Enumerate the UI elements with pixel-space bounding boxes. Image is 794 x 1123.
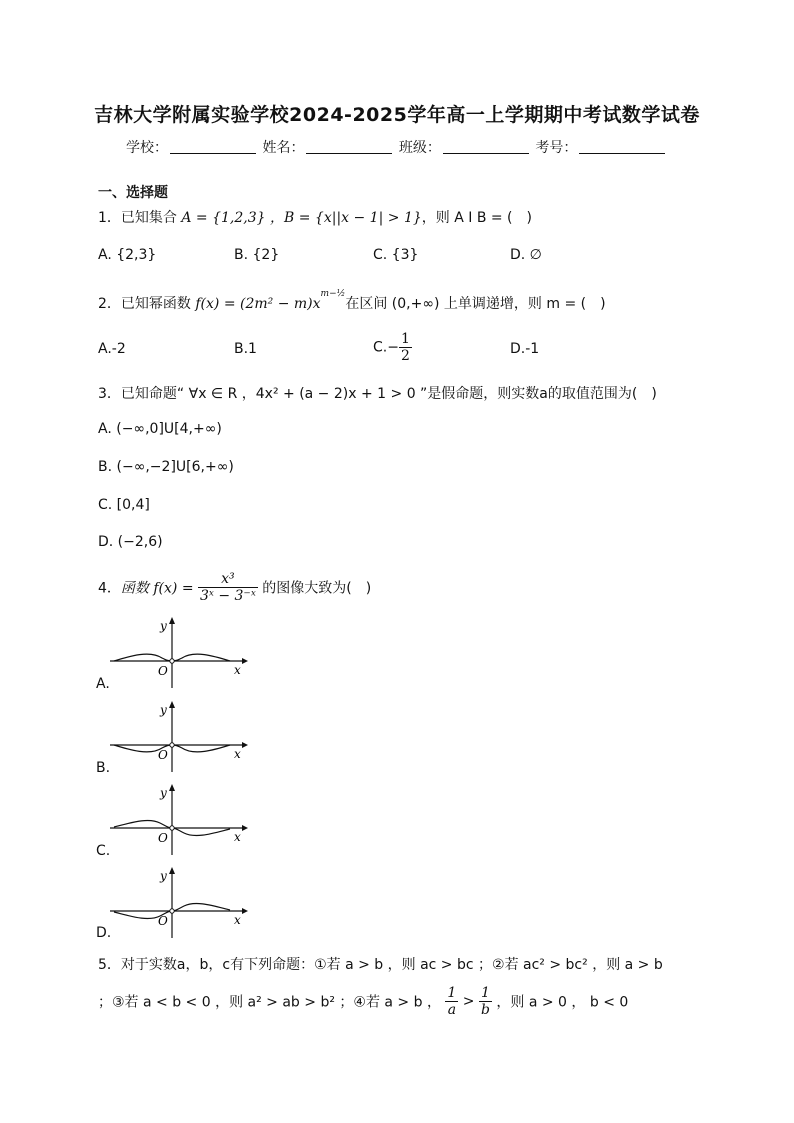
question-1-stem: 1．已知集合 A = {1,2,3} ，B = {x||x − 1| > 1}，则 A I B = ( ) [98, 210, 532, 226]
question-2-option-a: A.-2 [98, 341, 126, 357]
page-title: 吉林大学附属实验学校2024-2025学年高一上学期期中考试数学试卷 [94, 104, 700, 126]
question-2-option-b: B.1 [234, 341, 257, 357]
question-4-option-a: A. [96, 676, 110, 692]
name-blank[interactable] [306, 139, 392, 154]
graph-b [110, 700, 250, 772]
name-label: 姓名： [262, 140, 305, 156]
graph-a [110, 616, 250, 688]
question-5-line-1: 5．对于实数a，b，c有下列命题：①若 a > b ，则 ac > bc ；②若 ac² > bc² ，则 a > b [98, 957, 663, 973]
question-1-option-b: B. {2} [234, 247, 280, 263]
class-blank[interactable] [443, 139, 529, 154]
svg-text:O: O [158, 831, 168, 845]
question-2-stem: 2．已知幂函数 $f(x) = (2m^2 - m)x^{m-\frac{1}{2}}$在区间 (0,+∞) 上单调递增，则 m = ( ) [98, 289, 606, 312]
question-2-option-c: C.− $\frac{1}{2}$ [373, 331, 410, 364]
student-info-line [126, 137, 667, 157]
question-3-option-c: C. [0,4] [98, 497, 150, 513]
svg-text:y: y [160, 786, 167, 800]
svg-text:y: y [160, 703, 167, 717]
question-1-option-c: C. {3} [373, 247, 419, 263]
question-2-option-d: D.-1 [510, 341, 540, 357]
svg-text:O: O [158, 914, 168, 928]
svg-text:x: x [234, 830, 241, 844]
question-4-stem: 4．函数 f(x) = $\frac{\text{x³}}{\text{3ˣ − 3⁻ˣ}}$ 的图像大致为( ) [98, 571, 372, 604]
exam-number-label: 考号： [535, 140, 578, 156]
svg-text:y: y [160, 619, 167, 633]
question-5-line-2: ；③若 a < b < 0 ，则 a² > ab > b² ；④若 a > b ， $\frac{1}{a}$ > $\frac{1}{b}$ ，则 a > 0 ， b < 0 [98, 985, 629, 1018]
svg-text:x: x [234, 663, 241, 677]
question-3-stem: 3．已知命题“ ∀x ∈ R ，4x² + (a − 2)x + 1 > 0 ”是假命题，则实数a的取值范围为( ) [98, 386, 657, 402]
question-3-option-b: B. (−∞,−2]U[6,+∞) [98, 459, 234, 475]
section-heading: 一、选择题 [98, 185, 168, 201]
svg-text:x: x [234, 913, 241, 927]
question-4-option-d: D. [96, 925, 112, 941]
question-4-option-c: C. [96, 843, 111, 859]
graph-d [110, 866, 250, 938]
svg-text:O: O [158, 748, 168, 762]
svg-text:x: x [234, 747, 241, 761]
school-blank[interactable] [170, 139, 256, 154]
class-label: 班级： [398, 140, 441, 156]
exam-number-blank[interactable] [579, 139, 665, 154]
school-label: 学校： [126, 140, 168, 156]
svg-text:O: O [158, 664, 168, 678]
svg-text:y: y [160, 869, 167, 883]
question-1-option-a: A. {2,3} [98, 247, 157, 263]
question-1-option-d: D. ∅ [510, 247, 542, 263]
graph-c [110, 783, 250, 855]
question-3-option-d: D. (−2,6) [98, 534, 163, 550]
question-3-option-a: A. (−∞,0]U[4,+∞) [98, 421, 222, 437]
question-4-option-b: B. [96, 760, 111, 776]
